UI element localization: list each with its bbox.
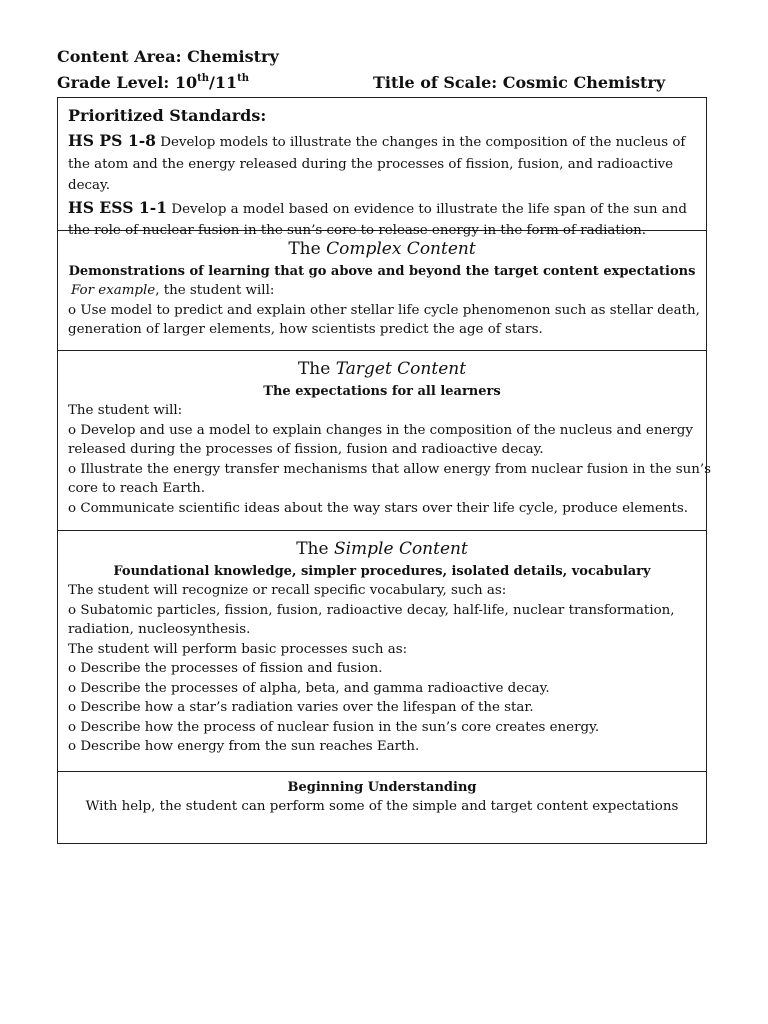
body-line: The student will: [68,403,183,418]
body-line: o Subatomic particles, fission, fusion, radioactive decay, half-life, nuclear transformation, [68,602,675,618]
standard-code: HS PS 1-8 [68,131,157,150]
grade-level-sup-2: th [237,72,250,84]
target-title-the: The [297,359,336,379]
title-of-scale: Title of Scale: Cosmic Chemistry [373,73,666,92]
beginning-understanding-section [58,772,706,843]
body-line: o Illustrate the energy transfer mechanisms that allow energy from nuclear fusion in the sun’s [68,461,712,477]
body-line: o Describe how a star’s radiation varies over the lifespan of the star. [68,700,534,715]
complex-title-italic: Complex Content [326,239,476,259]
grade-level [57,73,249,92]
standard-text: Develop a model based on evidence to illustrate the life span of the sun and the role of nuclear fusion in the sun’s core to release energy in the form of radiation. [68,201,687,238]
body-line: o Develop and use a model to explain changes in the composition of the nucleus and energy [68,422,693,438]
standards-list [68,130,690,242]
scale-table [57,97,712,844]
simple-content-subtitle: Foundational knowledge, simpler procedures, isolated details, vocabulary [113,564,651,579]
complex-intro [68,281,696,301]
target-title-italic: Target Content [335,359,467,379]
complex-content-subtitle: Demonstrations of learning that go above and beyond the target content expectations [68,264,696,279]
target-content-subtitle: The expectations for all learners [263,384,501,399]
simple-title-the: The [296,539,334,559]
target-content-body [58,401,712,518]
complex-title-the: The [288,239,327,259]
body-line: core to reach Earth. [68,481,205,496]
complex-intro-italic: For example [71,283,156,298]
complex-content-title [58,231,706,260]
body-line: The student will recognize or recall specific vocabulary, such as: [68,583,507,598]
body-line: The student will perform basic processes such as: [68,641,408,657]
body-line: o Use model to predict and explain other stellar life cycle phenomenon such as stellar death, [68,302,700,318]
body-line: released during the processes of fission, fusion and radioactive decay. [68,442,544,457]
grade-level-mid: /11 [209,73,238,92]
grade-level-sup-1: th [197,72,210,84]
grade-level-prefix: Grade Level: 10 [57,73,198,92]
body-line: o Describe the processes of fission and fusion. [68,661,383,676]
prioritized-standards-section [58,98,706,238]
body-line: o Describe how the process of nuclear fusion in the sun’s core creates energy. [68,719,600,735]
standard-item [68,130,690,197]
content-area: Content Area: Chemistry [57,47,279,66]
body-line: o Describe how energy from the sun reaches Earth. [68,739,420,754]
simple-content-body [58,581,706,757]
simple-content-section [58,531,706,772]
beginning-understanding-title: Beginning Understanding [287,780,477,795]
body-line: o Describe the processes of alpha, beta, and gamma radioactive decay. [68,680,550,696]
simple-title-italic: Simple Content [333,539,468,559]
prioritized-standards-heading: Prioritized Standards: [68,106,267,125]
body-line: o Communicate scientific ideas about the way stars over their life cycle, produce elements. [68,500,689,516]
complex-intro-rest: , the student will: [155,283,275,298]
simple-content-title [58,531,706,560]
standard-code: HS ESS 1-1 [68,197,168,217]
complex-content-section [58,231,706,351]
beginning-understanding-text: With help, the student can perform some of the simple and target content expectations [85,799,679,814]
standard-text: Develop models to illustrate the changes in the composition of the nucleus of the atom and the energy released during the processes of fission, fusion, and radioactive decay. [68,135,686,193]
target-content-section [58,351,712,531]
body-line: radiation, nucleosynthesis. [68,622,251,637]
body-line: generation of larger elements, how scientists predict the age of stars. [68,322,543,337]
complex-content-body [58,281,706,340]
target-content-title [58,351,706,380]
